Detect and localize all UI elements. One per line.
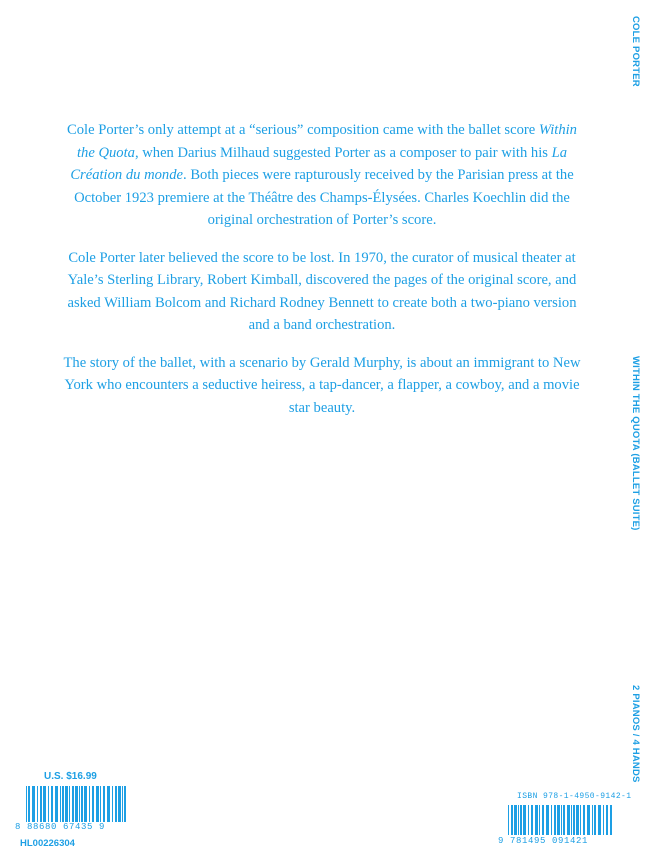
barcode-bar [606,805,608,835]
barcode-bar [107,786,110,822]
paragraph-1 [62,119,582,232]
barcode-bar [40,786,42,822]
paragraph-2: Cole Porter later believed the score to be lost. In 1970, the curator of musical theater at Yale’s Sterling Library, Robert Kimball, discovered the pages of the original score, and asked William Bolcom and Richard Rodney Bennett to create both a two-piano version and a band orchestration. [67,249,577,333]
barcode-bar [573,805,575,835]
barcode-bar [598,805,601,835]
barcode-bar [554,805,556,835]
barcode-bar [557,805,560,835]
barcode-bar [51,786,53,822]
upc-barcode [26,786,128,822]
isbn-digits: 9 781495 091421 [498,836,589,846]
barcode-bar [610,805,612,835]
barcode-bar [84,786,87,822]
barcode-bar [592,805,593,835]
barcode-bar [103,786,105,822]
barcode-bar [520,805,522,835]
barcode-bar [72,786,74,822]
barcode-bar [62,786,64,822]
barcode-bar [535,805,538,835]
barcode-bar [531,805,533,835]
barcode-bar [528,805,529,835]
barcode-bar [112,786,113,822]
barcode-bar [542,805,544,835]
isbn-label: ISBN 978-1-4950-9142-1 [517,792,632,801]
p1-title-italic: Within the Quota [76,122,577,161]
barcode-bar [124,786,126,822]
barcode-bar [523,805,526,835]
barcode-bar [81,786,83,822]
barcode-bar [514,805,517,835]
product-code: HL00226304 [20,838,75,849]
barcode-bar [511,805,513,835]
barcode-bar [551,805,552,835]
barcode-bar [594,805,596,835]
p1-text-a: Cole Porter’s only attempt at a “serious” composition came with the ballet score [67,122,539,138]
barcode-bar [75,786,78,822]
barcode-bar [115,786,117,822]
barcode-bar [92,786,94,822]
paragraph-3: The story of the ballet, with a scenario by Gerald Murphy, is about an immigrant to New York who encounters a seductive heiress, a tap-dancer, a flapper, a cowboy, and a movie star beauty. [63,354,581,416]
barcode-bar [60,786,61,822]
isbn-barcode [508,805,612,835]
barcode-bar [96,786,99,822]
barcode-bar [567,805,570,835]
barcode-bar [518,805,519,835]
price: U.S. $16.99 [44,771,97,782]
spine-author: COLE PORTER [630,16,641,87]
barcode-bar [122,786,123,822]
barcode-bar [546,805,549,835]
barcode-bar [37,786,38,822]
barcode-bar [508,805,509,835]
description [62,119,582,434]
barcode-bar [563,805,565,835]
barcode-bar [539,805,540,835]
barcode-bar [26,786,27,822]
barcode-bar [48,786,49,822]
p1-work-italic: La Création du monde [70,144,568,183]
barcode-bar [583,805,585,835]
upc-digits: 8 88680 67435 9 [15,822,106,832]
p1-text-e: . Both pieces were rapturously received by the Parisian press at the October 1923 premiere at the Théâtre des Champs-Élysées. Charles Koechlin did the original orchestration of Porter’s score. [74,167,574,228]
barcode-bar [561,805,562,835]
barcode-bar [79,786,80,822]
barcode-bar [43,786,46,822]
barcode-bar [28,786,30,822]
barcode-bar [65,786,68,822]
spine-instrumentation: 2 PIANOS / 4 HANDS [630,685,641,783]
barcode-bar [55,786,58,822]
barcode-bar [587,805,590,835]
spine-title: WITHIN THE QUOTA (BALLET SUITE) [630,356,641,531]
p1-text-c: , when Darius Milhaud suggested Porter as a composer to pair with his [134,144,552,161]
barcode-bar [69,786,70,822]
barcode-bar [100,786,101,822]
barcode-bar [603,805,604,835]
barcode-bar [571,805,572,835]
barcode-bar [580,805,581,835]
barcode-bar [576,805,579,835]
barcode-bar [32,786,35,822]
barcode-bar [89,786,90,822]
barcode-bar [118,786,121,822]
